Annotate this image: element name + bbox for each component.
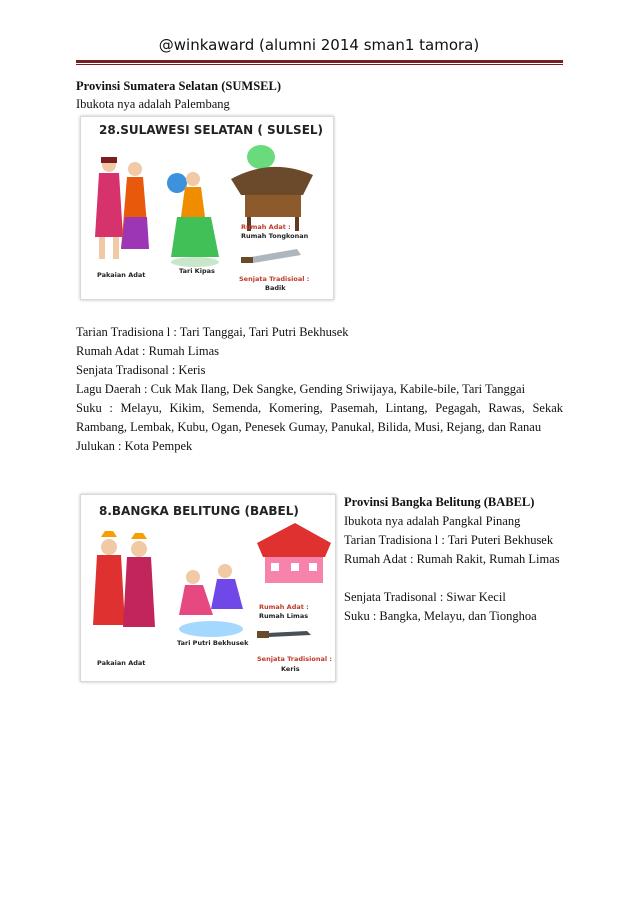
limas-house bbox=[257, 523, 331, 583]
sulsel-caption-house2: Rumah Tongkonan bbox=[241, 232, 309, 240]
babel-image-title: 8.BANGKA BELITUNG (BABEL) bbox=[99, 504, 299, 518]
badik-weapon bbox=[241, 249, 301, 263]
sulsel-caption-clothing: Pakaian Adat bbox=[97, 271, 146, 279]
babel-capital: Ibukota nya adalah Pangkal Pinang bbox=[344, 514, 521, 528]
babel-caption-weapon1: Senjata Tradisional : bbox=[257, 655, 332, 663]
sumsel-nickname: Julukan : Kota Pempek bbox=[76, 439, 193, 453]
babel-house: Rumah Adat : Rumah Rakit, Rumah Limas bbox=[344, 552, 560, 566]
babel-caption-house1: Rumah Adat : bbox=[259, 603, 309, 611]
sumsel-ethnic: Suku : Melayu, Kikim, Semenda, Komering, Pasemah, Lintang, Pegagah, Rawas, Sekak Rambang, Lembak, Kubu, Ogan, Penesek Gumay, Panukal, Bilida, Musi, Rejang, dan Ranau bbox=[76, 401, 563, 434]
sumsel-heading: Provinsi Sumatera Selatan (SUMSEL) bbox=[76, 79, 281, 93]
babel-ethnic: Suku : Bangka, Melayu, dan Tionghoa bbox=[344, 609, 537, 623]
tongkonan-house bbox=[231, 145, 313, 231]
header-rule-thin bbox=[76, 64, 563, 65]
babel-caption-house2: Rumah Limas bbox=[259, 612, 309, 620]
sulsel-caption-dance: Tari Kipas bbox=[179, 267, 215, 275]
bekhusek-dancers bbox=[179, 564, 243, 637]
babel-weapon: Senjata Tradisonal : Siwar Kecil bbox=[344, 590, 506, 604]
babel-caption-clothing: Pakaian Adat bbox=[97, 659, 146, 667]
babel-heading: Provinsi Bangka Belitung (BABEL) bbox=[344, 495, 535, 509]
sumsel-weapon: Senjata Tradisonal : Keris bbox=[76, 363, 206, 377]
sulsel-caption-weapon1: Senjata Tradisioal : bbox=[239, 275, 310, 283]
sumsel-capital: Ibukota nya adalah Palembang bbox=[76, 97, 230, 111]
page-header: @winkaward (alumni 2014 sman1 tamora) bbox=[158, 36, 480, 54]
sumsel-dance: Tarian Tradisiona l : Tari Tanggai, Tari Putri Bekhusek bbox=[76, 325, 349, 339]
keris-weapon bbox=[257, 631, 311, 638]
babel-caption-weapon2: Keris bbox=[281, 665, 300, 673]
babel-dance: Tarian Tradisiona l : Tari Puteri Bekhusek bbox=[344, 533, 554, 547]
sulsel-caption-weapon2: Badik bbox=[265, 284, 286, 292]
babel-clothing-figures bbox=[93, 531, 155, 627]
sulsel-illustration bbox=[80, 116, 334, 300]
sumsel-house: Rumah Adat : Rumah Limas bbox=[76, 344, 220, 358]
babel-illustration bbox=[80, 494, 336, 682]
fan-dancer bbox=[167, 172, 219, 267]
traditional-clothing-figures bbox=[95, 157, 149, 259]
header-rule bbox=[76, 60, 563, 63]
sulsel-image-title: 28.SULAWESI SELATAN ( SULSEL) bbox=[99, 123, 324, 137]
babel-caption-dance: Tari Putri Bekhusek bbox=[177, 639, 249, 647]
sumsel-songs: Lagu Daerah : Cuk Mak Ilang, Dek Sangke, Gending Sriwijaya, Kabile-bile, Tari Tanggai bbox=[76, 382, 526, 396]
sulsel-caption-house1: Rumah Adat : bbox=[241, 223, 291, 231]
